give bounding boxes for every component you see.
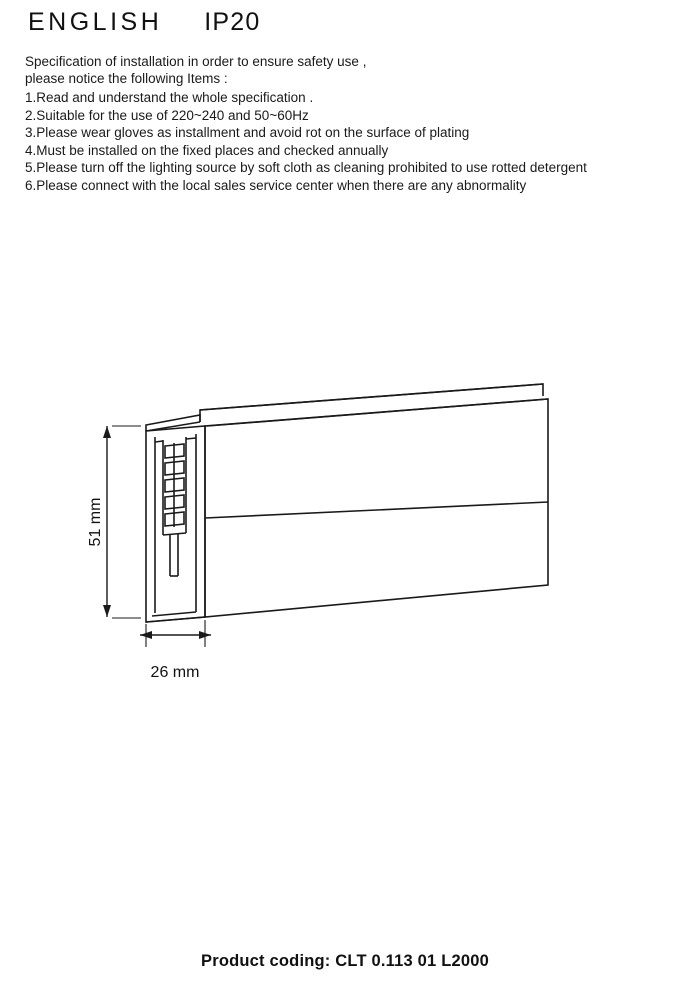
specification-block: [25, 54, 675, 194]
track-profile-outline: [146, 384, 548, 622]
list-item: 2.Suitable for the use of 220~240 and 50~60Hz: [25, 107, 309, 123]
spec-lead-line-2: please notice the following Items :: [25, 70, 228, 86]
height-dimension-label: 51 mm: [87, 497, 104, 547]
list-item: 4.Must be installed on the fixed places and checked annually: [25, 142, 389, 158]
document-footer: [0, 952, 690, 971]
spec-lead-line-1: Specification of installation in order to ensure safety use ,: [25, 54, 367, 69]
ip-rating-label: IP20: [204, 8, 261, 36]
list-item: 1.Read and understand the whole specification .: [25, 90, 314, 105]
spec-item-list: [25, 89, 675, 194]
document-header: [28, 8, 261, 37]
list-item: 6.Please connect with the local sales service center when there are any abnormality: [25, 177, 527, 193]
product-coding-label: Product coding: CLT 0.113 01 L2000: [201, 952, 489, 970]
width-dimension-line: [140, 620, 211, 647]
technical-drawing: [0, 330, 690, 730]
list-item: 5.Please turn off the lighting source by soft cloth as cleaning prohibited to use rotted detergent: [25, 160, 587, 175]
language-label: ENGLISH: [28, 8, 163, 36]
list-item: 3.Please wear gloves as installment and avoid rot on the surface of plating: [25, 125, 470, 140]
height-dimension-line: [103, 426, 141, 618]
width-dimension-label: 26 mm: [150, 664, 200, 681]
